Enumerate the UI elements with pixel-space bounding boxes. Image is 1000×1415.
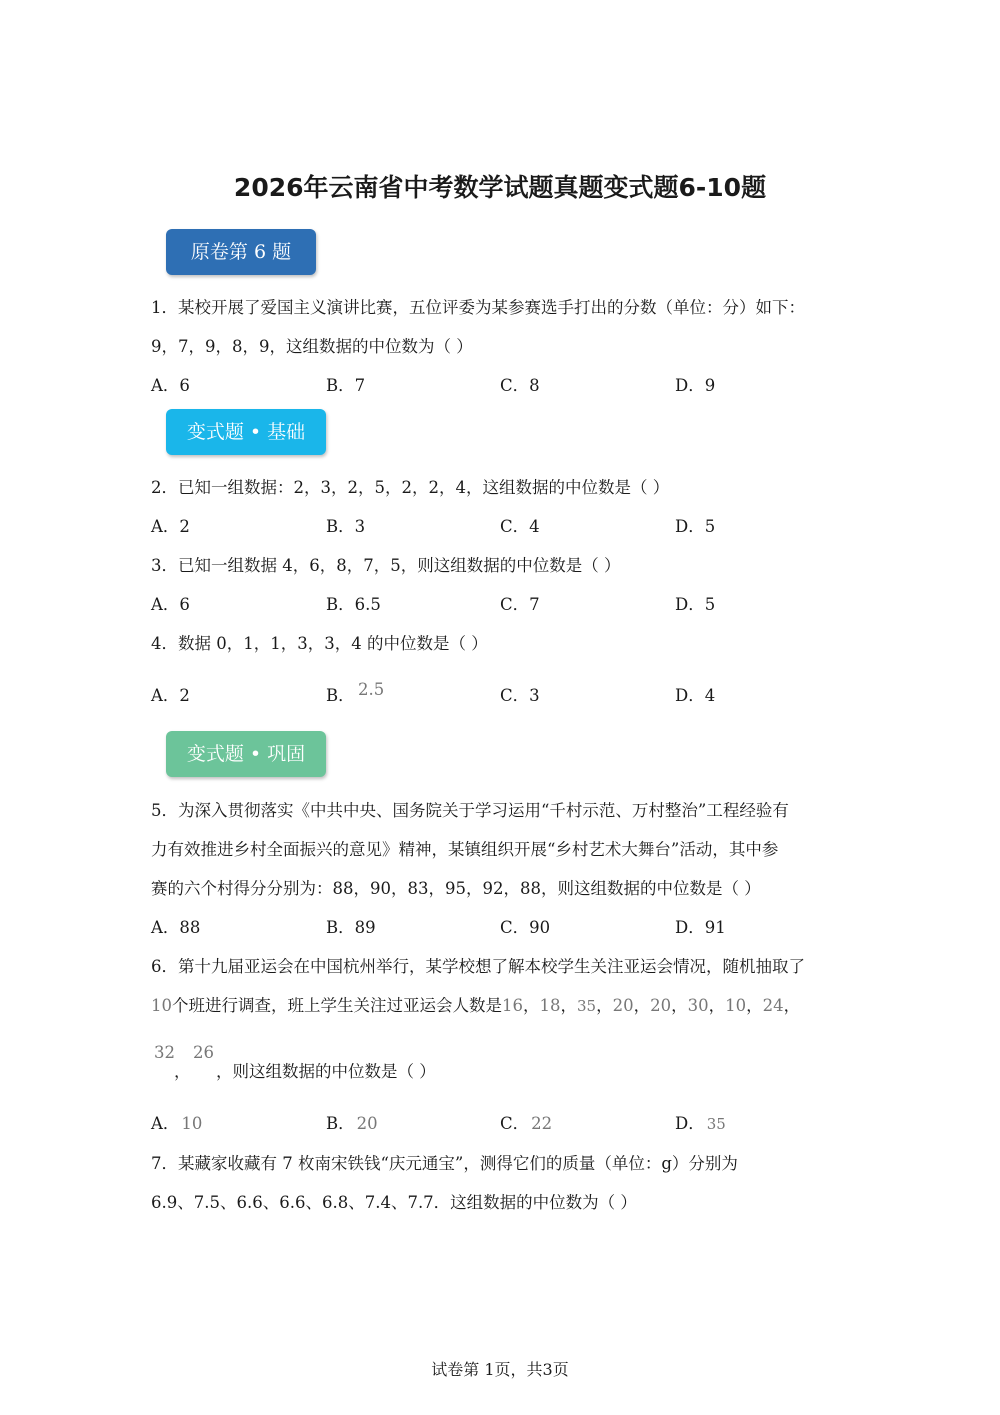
q4-option-c: C．3 xyxy=(500,686,540,705)
page-title: 2026年云南省中考数学试题真题变式题6-10题 xyxy=(233,173,767,202)
q6-option-d-value: 35 xyxy=(706,1115,726,1133)
q4-option-d: D．4 xyxy=(675,686,716,705)
question-6-line-1: 6．第十九届亚运会在中国杭州举行，某学校想了解本校学生关注亚运会情况，随机抽取了 xyxy=(151,957,805,976)
question-7-line-1: 7．某藏家收藏有 7 枚南宋铁钱“庆元通宝”，测得它们的质量（单位：g）分别为 xyxy=(151,1154,738,1173)
q6-data-value-tail-2: 26 xyxy=(193,1043,214,1062)
q4-option-b xyxy=(326,682,355,706)
q6-data-value: 24 xyxy=(762,996,784,1015)
q6-option-c-value: 22 xyxy=(531,1114,553,1133)
question-5-line-2: 力有效推进乡村全面振兴的意见》精神，某镇组织开展“乡村艺术大舞台”活动，其中参 xyxy=(151,840,779,859)
q6-data-value: 10 xyxy=(725,996,747,1015)
page-footer: 试卷第 1页，共3页 xyxy=(431,1360,569,1379)
q6-option-b-label: B． xyxy=(326,1114,355,1133)
q6-option-c-label: C． xyxy=(500,1114,530,1133)
q6-tail-comma: ， xyxy=(174,1062,191,1081)
section-tag-consolidate: 变式题 • 巩固 xyxy=(166,731,326,777)
q2-option-d: D．5 xyxy=(675,517,716,536)
q6-data-value: 18 xyxy=(539,996,561,1015)
q6-option-d-label: D． xyxy=(675,1114,705,1133)
q5-option-b: B．89 xyxy=(326,918,376,937)
q3-option-b: B．6.5 xyxy=(326,595,381,614)
q6-option-c xyxy=(500,1110,552,1134)
q6-data-value: 16 xyxy=(502,996,523,1015)
q4-option-b-label: B． xyxy=(326,686,355,705)
q6-data-value: 20 xyxy=(612,996,634,1015)
section-tag-original: 原卷第 6 题 xyxy=(166,229,316,275)
q3-option-d: D．5 xyxy=(675,595,716,614)
q6-line-2-text: 个班进行调查，班上学生关注过亚运会人数是 xyxy=(172,996,502,1015)
question-3-line-1: 3．已知一组数据 4，6，8，7，5，则这组数据的中位数是（ ） xyxy=(151,556,621,575)
q6-option-b xyxy=(326,1110,378,1134)
question-5-line-3: 赛的六个村得分分别为：88，90，83，95，92，88，则这组数据的中位数是（ ） xyxy=(151,879,761,898)
q6-option-d xyxy=(675,1110,726,1134)
q2-option-a: A．2 xyxy=(151,517,190,536)
q6-data-value-tail-1: 32 xyxy=(154,1043,175,1062)
q6-option-a xyxy=(151,1110,202,1134)
q6-data-value: 20 xyxy=(650,996,672,1015)
q6-option-b-value: 20 xyxy=(356,1114,378,1133)
q1-option-c: C．8 xyxy=(500,376,540,395)
q5-option-a: A．88 xyxy=(151,918,201,937)
q2-option-b: B．3 xyxy=(326,517,366,536)
q5-option-c: C．90 xyxy=(500,918,551,937)
q6-option-a-value: 10 xyxy=(181,1114,203,1133)
question-4-line-1: 4．数据 0，1，1，3，3，4 的中位数是（ ） xyxy=(151,634,488,653)
q4-option-b-value: 2.5 xyxy=(358,680,385,699)
q2-option-c: C．4 xyxy=(500,517,540,536)
q4-option-a: A．2 xyxy=(151,686,190,705)
q6-data-value: 30 xyxy=(687,996,709,1015)
question-2-line-1: 2．已知一组数据：2，3，2，5，2，2，4，这组数据的中位数是（ ） xyxy=(151,478,670,497)
q1-option-a: A．6 xyxy=(151,376,190,395)
q6-data-value: 35 xyxy=(577,997,597,1015)
q6-option-a-label: A． xyxy=(151,1114,180,1133)
q5-option-d: D．91 xyxy=(675,918,726,937)
q6-class-count: 10 xyxy=(151,996,172,1015)
question-1-line-1: 1．某校开展了爱国主义演讲比赛，五位评委为某参赛选手打出的分数（单位：分）如下： xyxy=(151,298,805,317)
q1-option-d: D．9 xyxy=(675,376,716,395)
question-7-line-2: 6.9、7.5、6.6、6.6、6.8、7.4、7.7．这组数据的中位数为（ ） xyxy=(151,1193,637,1212)
question-5-line-1: 5．为深入贯彻落实《中共中央、国务院关于学习运用“千村示范、万村整治”工程经验有 xyxy=(151,801,789,820)
q1-option-b: B．7 xyxy=(326,376,366,395)
question-6-line-3: ，则这组数据的中位数是（ ） xyxy=(216,1062,436,1081)
question-6-line-2: 10个班进行调查，班上学生关注过亚运会人数是16，18，35，20，20，30，10，24， xyxy=(151,996,801,1015)
section-tag-basic: 变式题 • 基础 xyxy=(166,409,326,455)
q3-option-c: C．7 xyxy=(500,595,540,614)
question-1-line-2: 9，7，9，8，9，这组数据的中位数为（ ） xyxy=(151,337,473,356)
q3-option-a: A．6 xyxy=(151,595,190,614)
